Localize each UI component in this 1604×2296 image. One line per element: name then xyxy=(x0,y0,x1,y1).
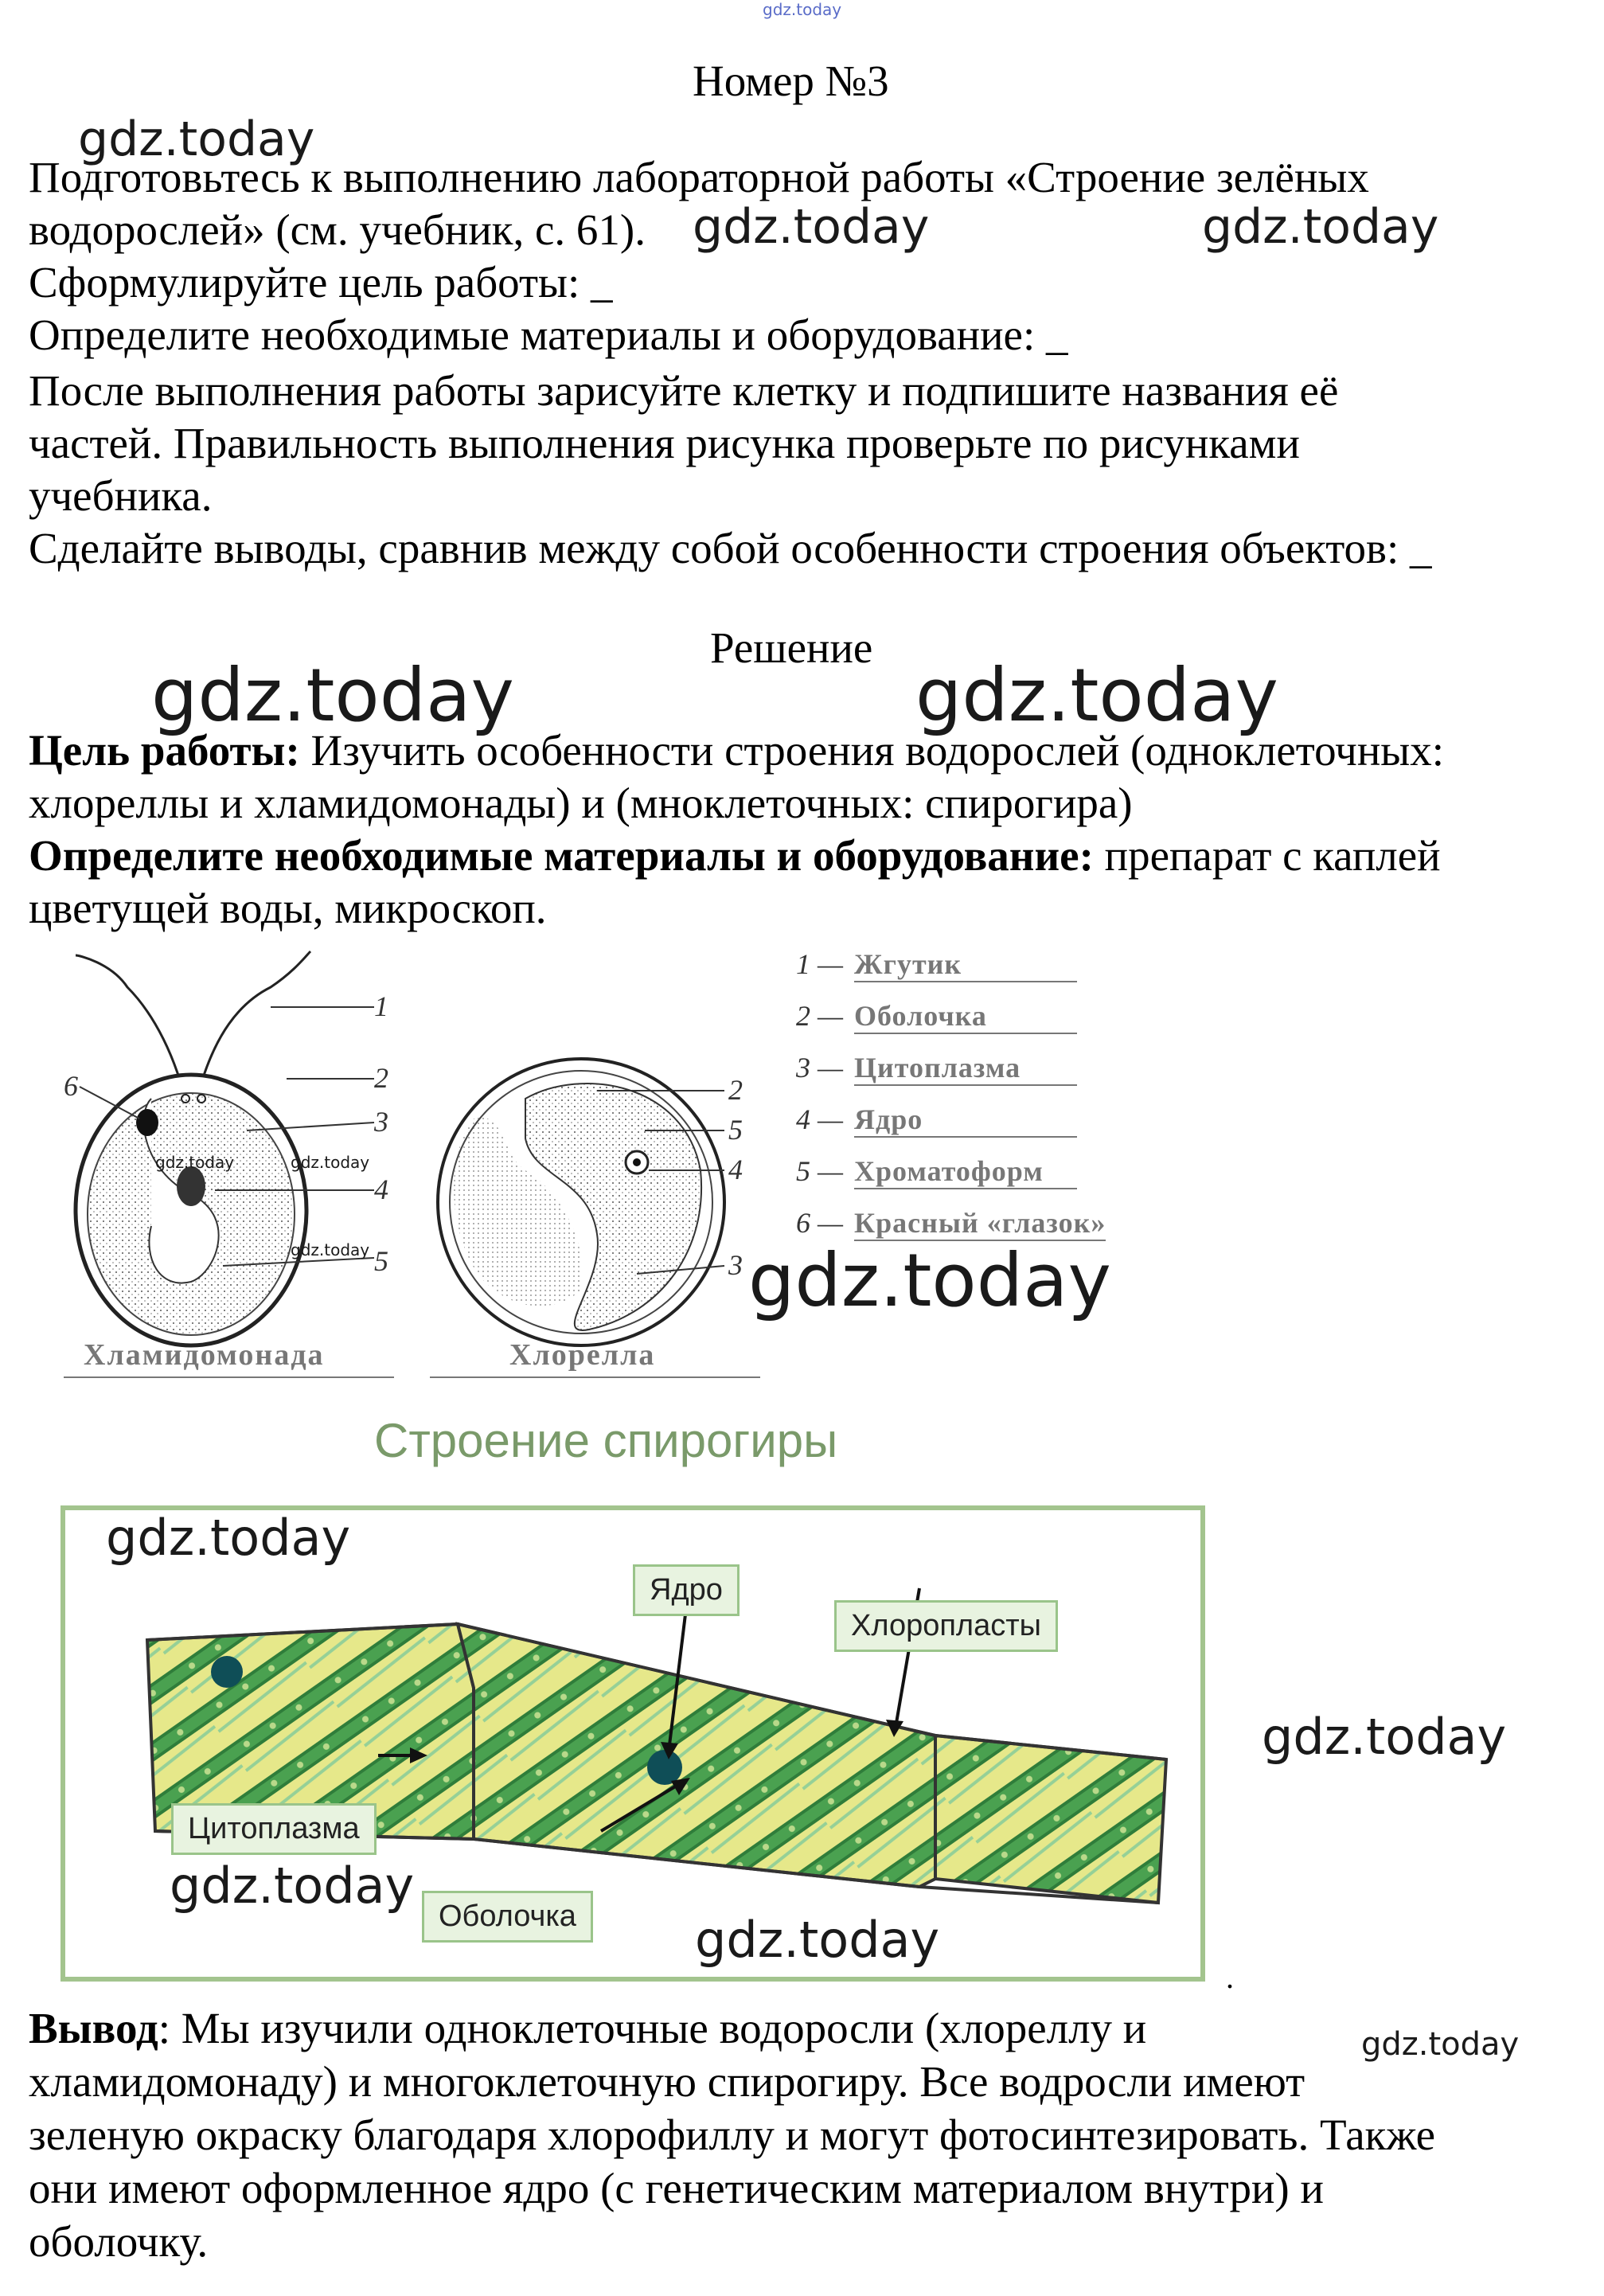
spirogyra-cell-3 xyxy=(935,1736,1166,1903)
chlamydomonas-nucleus xyxy=(177,1166,205,1206)
watermark: gdz.today xyxy=(748,1238,1111,1323)
chlamy-num-2: 2 xyxy=(374,1062,388,1094)
chlamy-num-5: 5 xyxy=(374,1245,388,1277)
watermark: gdz.today xyxy=(291,1153,370,1172)
label-wall: Оболочка xyxy=(422,1891,593,1943)
chlorella-num-2: 2 xyxy=(728,1074,743,1106)
header-watermark: gdz.today xyxy=(763,0,842,19)
legend-row-4: 4 — Ядро xyxy=(796,1103,1077,1138)
chlorella-num-4: 4 xyxy=(728,1154,743,1185)
goal-text-1: Изучить особенности строения водорослей (одноклеточных: xyxy=(299,726,1444,775)
chlamydomonas-caption: Хламидомонада xyxy=(84,1338,325,1372)
conclusion-line-4: они имеют оформленное ядро (с генетическим материалом внутри) и xyxy=(29,2164,1324,2212)
trailing-dot: . xyxy=(1226,1959,1234,1995)
conclusion-line-5: оболочку. xyxy=(29,2217,209,2266)
conclusion-label: Вывод xyxy=(29,2004,158,2052)
task-line-8: Сделайте выводы, сравнив между собой особенности строения объектов: _ xyxy=(29,524,1432,572)
watermark: gdz.today xyxy=(1202,199,1439,255)
flagellum-right xyxy=(199,951,310,1091)
legend-row-6: 6 — Красный «глазок» xyxy=(796,1206,1106,1241)
chlamy-num-3: 3 xyxy=(374,1106,388,1138)
task-line-6: частей. Правильность выполнения рисунка проверьте по рисунками xyxy=(29,419,1300,467)
figure-algae-cells xyxy=(32,939,796,1385)
conclusion-line-1 xyxy=(29,2002,1146,2055)
conclusion-line-3: зеленую окраску благодаря хлорофиллу и могут фотосинтезировать. Также xyxy=(29,2111,1436,2159)
page-title: Номер №3 xyxy=(693,57,889,105)
chlorella-num-5: 5 xyxy=(728,1114,743,1146)
goal-label: Цель работы: xyxy=(29,726,300,775)
task-line-1: Подготовьтесь к выполнению лабораторной работы «Строение зелёных xyxy=(29,153,1369,201)
task-line-7: учебника. xyxy=(29,471,213,520)
chlamy-num-1: 1 xyxy=(374,990,388,1022)
watermark: gdz.today xyxy=(155,1153,235,1172)
spirogyra-nucleus-1 xyxy=(211,1656,243,1688)
watermark: gdz.today xyxy=(1361,2026,1520,2063)
label-cytoplasm: Цитоплазма xyxy=(171,1803,377,1855)
materials-label: Определите необходимые материалы и оборудование: xyxy=(29,831,1094,880)
task-line-2: водорослей» (см. учебник, с. 61). xyxy=(29,205,646,254)
chlorella-caption: Хлорелла xyxy=(509,1338,656,1372)
legend-row-3: 3 — Цитоплазма xyxy=(796,1051,1077,1086)
watermark: gdz.today xyxy=(106,1509,351,1567)
label-chloroplasts: Хлоропласты xyxy=(834,1600,1058,1652)
watermark: gdz.today xyxy=(915,653,1278,738)
chlamy-num-6: 6 xyxy=(64,1070,78,1102)
legend-row-5: 5 — Хроматоформ xyxy=(796,1154,1077,1189)
spirogyra-nucleus-2 xyxy=(647,1750,682,1785)
materials-paragraph-line-2: цветущей воды, микроскоп. xyxy=(29,884,547,932)
flagellum-left xyxy=(76,955,183,1091)
watermark: gdz.today xyxy=(291,1240,370,1259)
chlamydomonas-eyespot xyxy=(136,1109,158,1136)
watermark: gdz.today xyxy=(151,653,514,738)
label-nucleus: Ядро xyxy=(633,1564,740,1616)
watermark: gdz.today xyxy=(78,111,315,167)
solution-heading: Решение xyxy=(710,623,873,672)
task-line-4: Определите необходимые материалы и оборудование: _ xyxy=(29,310,1068,359)
watermark: gdz.today xyxy=(170,1857,415,1915)
legend-row-2: 2 — Оболочка xyxy=(796,999,1077,1034)
conclusion-text-1: : Мы изучили одноклеточные водоросли (хлореллу и xyxy=(158,2004,1147,2052)
watermark: gdz.today xyxy=(693,199,930,255)
legend-row-1: 1 — Жгутик xyxy=(796,947,1077,982)
materials-text-1: препарат с каплей xyxy=(1093,831,1441,880)
materials-paragraph-line-1 xyxy=(29,830,1441,882)
goal-paragraph-line-2: хлореллы и хламидомонады) и (мноклеточных: спирогира) xyxy=(29,779,1133,827)
task-line-5: После выполнения работы зарисуйте клетку и подпишите названия её xyxy=(29,366,1339,415)
spirogyra-title: Строение спирогиры xyxy=(374,1414,838,1467)
chlorella-num-3: 3 xyxy=(728,1249,743,1281)
watermark: gdz.today xyxy=(1262,1708,1507,1766)
conclusion-line-2: хламидомонаду) и многоклеточную спирогиру. Все водросли имеют xyxy=(29,2057,1305,2106)
task-line-3: Сформулируйте цель работы: _ xyxy=(29,258,613,307)
chlamy-num-4: 4 xyxy=(374,1173,388,1205)
watermark: gdz.today xyxy=(695,1911,940,1969)
